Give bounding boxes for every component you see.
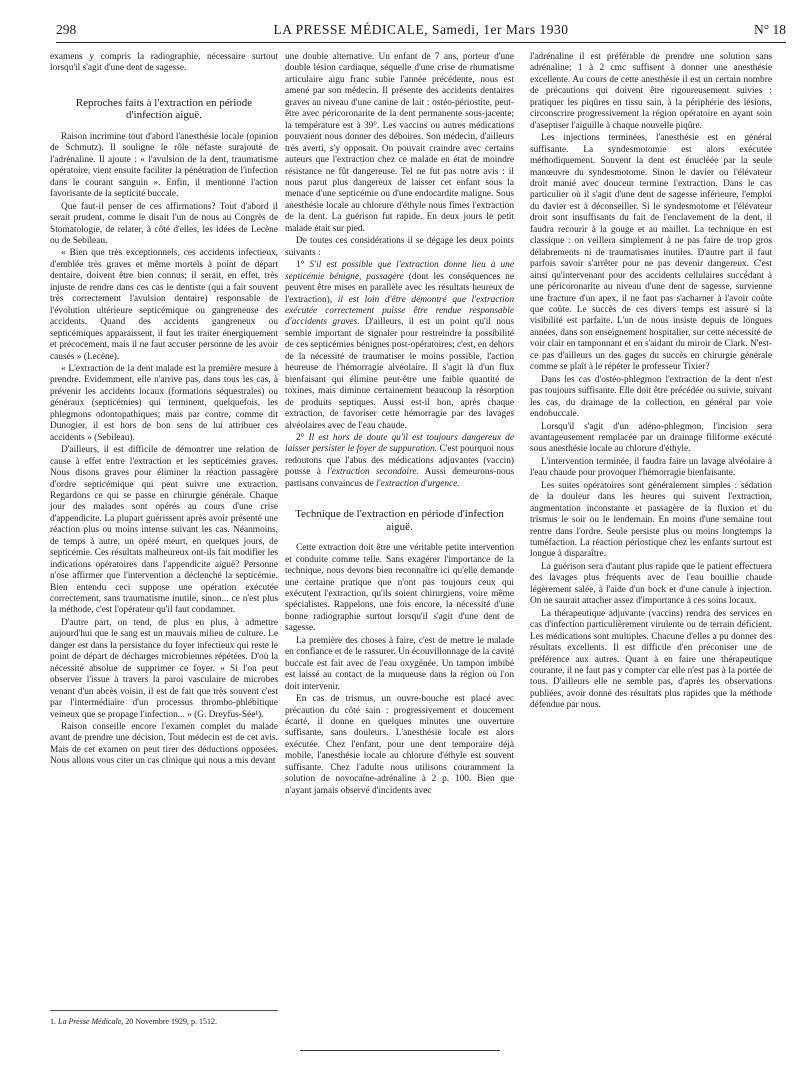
paragraph: D'ailleurs, il est difficile de démontrer une relation de cause à effet entre l'extraction et les septicémies graves. Nous disons graves pour éliminer la réaction passagère d'ordre septicémique qui peut suivre une extraction. Regardons ce qui se passe en chirurgie générale. Chaque jour des malades sont opérés au cours d'une crise d'appendicite. La plupart guérissent après avoir présenté une réaction plus ou moins intense suivant les cas. Néanmoins, de temps à autre, un opéré meurt, en quelques jours, de septicémie. Ces résultats malheureux ont-ils fait modifier les indications opératoires dans l'appendicite aiguë? Personne n'ose affirmer que l'intervention a déclenché la septicémie. Bien entendu ceci suppose une opération exécutée correctement, sans traumatisme inutile, sinon... ce n'est plus la méthode, c'est l'opérateur qu'il faut condamner. [50, 445, 278, 616]
issue-number: N° 18 [753, 22, 786, 37]
paragraph: une double alternative. Un enfant de 7 ans, porteur d'une double lésion cardiaque, séquelle d'une crise de rhumatisme articulaire aigu franc subie l'année précédente, nous est amené par son médecin. Il présente des accidents dentaires graves au niveau d'une canine de lait : ostéo-périostite, peut-être avec péricoronarite de la dent permanente sous-jacente; la température est à 39°. Les vaccins ou autres médications pouvaient nous donner des déboires. Son médecin, d'ailleurs très averti, s'y opposait. On pouvait craindre avec certains auteurs que l'extraction chez ce malade en état de moindre résistance ne fût dangereuse. Tel ne fut pas notre avis : il nous parut plus dangereux de laisser cet enfant sous la menace d'une septicémie ou d'une endocardite maligne. Sous anesthésie locale au chlorure d'éthyle nous fîmes l'extraction de la dent. La guérison fut rapide. En deux jours le petit malade était sur pied. [285, 52, 514, 234]
paragraph: Cette extraction doit être une véritable petite intervention et conduite comme telle. Sans exagérer l'importance de la technique, nous devons bien reconnaître ici qu'elle demande une certaine pratique que n'ont pas toujours ceux qui exécutent l'extraction, qu'ils soient chirurgiens, voire même spécialistes. Rappelons, une fois encore, la nécessité d'une bonne radiographie surtout lorsqu'il s'agit d'une dent de sagesse. [285, 543, 514, 634]
paragraph: « L'extraction de la dent malade est la première mesure à prendre. Evidemment, elle n'arrive pas, dans tous les cas, à prévenir les accidents locaux (formations séquestrales) ou généraux (septicémies) qui terminent, quelquefois, les phlegmons odontopathiques; mais par contre, comme dit Dunogier, il est hors de bon sens de lui attribuer ces accidents » (Sebileau). [50, 363, 278, 443]
paragraph: Raison incrimine tout d'abord l'anesthésie locale (opinion de Schmutz). Il souligne le rôle néfaste surajouté de l'adrénaline. Il ajoute : « l'avulsion de la dent, traumatisme opératoire, vient ensuite faciliter la pénétration de l'infection dans le courant sanguin ». Enfin, il mentionne l'action favorisante de la septicité buccale. [50, 131, 278, 200]
page-number: 298 [56, 22, 77, 37]
paragraph [285, 433, 514, 490]
journal-title: LA PRESSE MÉDICALE, Samedi, 1er Mars 1930 [273, 22, 569, 37]
point-number: 2° [296, 432, 309, 443]
emphasis: Il est hors de doute qu'il est toujours dangereux de laisser persister le foyer de suppuration. [285, 432, 514, 455]
paragraph: La première des choses à faire, c'est de mettre le malade en confiance et de le rassurer. Un écouvillonnage de la cavité buccale est fait avec de l'eau oxygénée. Un tampon imbibé est laissé au contact de la muqueuse dans la région où l'on doit intervenir. [285, 635, 514, 692]
emphasis: l'extraction d'urgence. [376, 478, 460, 489]
text-run: Aussi demeurons-nous partisans convaincus de [285, 467, 514, 489]
paragraph: Lorsqu'il s'agit d'un adéno-phlegmon, l'incision sera avantageusement remplacée par un drainage filiforme exécuté sous anesthésie locale au chlorure d'éthyle. [530, 421, 772, 455]
paragraph [285, 260, 514, 432]
text-run: (dont les conséquences ne peuvent être mises en parallèle avec les résultats heureux de l'extraction), [285, 271, 514, 305]
point-number: 1° [296, 260, 310, 271]
paragraph: Dans les cas d'ostéo-phlegmon l'extraction de la dent n'est pas toujours suffisante. Elle doit être précédée ou suivie, suivant les cas, du drainage de la collection, en général par voie endobuccale. [530, 374, 772, 420]
paragraph: Les injections terminées, l'anesthésie est en général suffisante. La syndesmotomie est alors exécutée méthodiquement. Souvent la dent est énucléée par la seule manœuvre du syndesmotome. Sinon le davier ou l'élévateur droit manié avec douceur termine l'extraction. Dans le cas particulier où il s'agit d'une dent de sagesse inférieure, l'emploi du davier est à déconseiller. Si le syndesmotome et l'élévateur droit sont insuffisants du fait de l'enclavement de la dent, il faudra recourir à la gouge et au maillet. La technique en est classique : on veillera simplement à ne pas faire de trop gros délabrements ni de traumatismes inutiles. D'autre part il faut parfois savoir s'arrêter pour ne pas devenir dangereux. C'est ainsi qu'intervenant pour des accidents cellulaires succédant à une péricoronarite au niveau d'une dent de sagesse, survienne une fracture d'un apex, il ne faut pas s'acharner à l'avoir coûte que coûte. Le succès de ces divers temps est assuré si la visibilité est parfaite. L'un de nous insiste depuis de longues années, dans son enseignement hospitalier, sur cette nécessité de voir clair en tamponnant et en s'aidant du miroir de Clark. N'est-ce pas d'ailleurs un des gages du succès en chirurgie générale comme se plaît à le répéter le professeur Tixier? [530, 133, 772, 373]
paragraph: Les suites opératoires sont généralement simples : sédation de la douleur dans les heures qui suivent l'extraction, augmentation inconstante et passagère de la fluxion et du trismus le soir ou le lendemain. En moins d'une semaine tout rentre dans l'ordre. Seule persiste plus ou moins longtemps la tuméfaction. La réaction périostique chez les enfants surtout est longue à disparaître. [530, 480, 772, 560]
footnote [50, 1010, 278, 1027]
column-2 [285, 52, 514, 798]
section-heading-technique: Technique de l'extraction en période d'infection aiguë. [295, 508, 504, 533]
footnote-text: , 20 Novembre 1929, p. 1512. [121, 1017, 218, 1026]
paragraph: Que faut-il penser de ces affirmations? Tout d'abord il serait prudent, comme le disait l'un de nous au Congrès de Stomatologie, de relater, à côté d'elles, les idées de Lecène ou de Sebileau. [50, 201, 278, 246]
column-3 [530, 52, 772, 713]
paragraph: Raison conseille encore l'examen complet du malade avant de prendre une décision. Tout médecin est de cet avis. Mais de cet examen on peut tirer des déductions opposées. Nous allons vous citer un cas clinique qui nous a mis devant [50, 722, 278, 767]
emphasis: l'extraction secondaire. [327, 467, 419, 478]
section-heading-reproches: Reproches faits à l'extraction en période d'infection aiguë. [75, 96, 253, 122]
end-rule [300, 1050, 500, 1051]
emphasis: S'il est possible que l'extraction donne lieu à une septicémie bénigne, passagère [285, 260, 514, 282]
page-header [56, 22, 786, 44]
paragraph: La thérapeutique adjuvante (vaccins) rendra des services en cas d'infection particulièrement virulente ou de terrain déficient. Les médications sont multiples. Chacune d'elles a pu donner des résultats excellents. Il est difficile d'en préconiser une de préférence aux autres. Quant à en faire une thérapeutique courante, il ne faut pas y compter car elle n'est pas à la portée de tous. D'ailleurs elle ne semble pas, d'après les observations publiées, avoir donné des résultats plus rapides que la méthode défendue par nous. [530, 608, 772, 711]
footnote-number: 1. [50, 1017, 58, 1026]
paragraph: L'intervention terminée, il faudra faire un lavage alvéolaire à l'eau chaude pour provoquer l'hémorragie bienfaisante. [530, 456, 772, 479]
column-1 [50, 52, 278, 769]
paragraph: l'adrénaline il est préférable de prendre une solution sans adrénaline; 1 à 2 cmc suffisent à donner une anesthésie excellente. Au cours de cette anesthésie il est un certain nombre de précautions qui doivent être rigoureusement suivies : pratiquer les piqûres en tissu sain, à la périphérie des lésions, circonscrire progressivement la région opératoire en ayant soin d'aseptiser l'aiguille à chaque nouvelle piqûre. [530, 52, 772, 131]
paragraph: « Bien que très exceptionnels, ces accidents infectieux, d'emblée très graves et même mortels à point de départ dentaire, doivent être bien connus; il serait, en effet, très injuste de rendre dans ces cas le dentiste (qui a fait souvent très correctement l'avulsion dentaire) responsable de l'évolution ultérieure septicémique ou gangreneuse des accidents. Quand des accidents gangreneux ou septicémiques apparaissent, il faut les traiter énergiquement et précocement, mais il ne faut accuser personne de les avoir causés » (Lecène). [50, 248, 278, 362]
text-run: D'ailleurs, il est un point qu'il nous semble important de signaler pour restreindre la possibilité de ces septicémies bénignes post-opératoires; c'est, en dehors de la nécessité de traumatiser le moins possible, l'action heureuse de l'hémorragie alvéolaire. Il s'agit là d'un flux bienfaisant qui élimine peut-être une faible quantité de toxines, mais diminue certainement beaucoup la résorption de produits septiques. Aussi est-il bon, après chaque extraction, de favoriser cette hémorragie par des lavages alvéolaires avec de l'eau chaude. [285, 317, 514, 431]
paragraph: De toutes ces considérations il se dégage les deux points suivants : [285, 236, 514, 258]
footnote-journal: La Presse Médicale [58, 1017, 122, 1026]
emphasis: il est loin d'être démontré que l'extraction exécutée correctement puisse être rendue responsable d'accidents graves. [285, 294, 515, 328]
paragraph: examens y compris la radiographie, nécessaire surtout lorsqu'il s'agit d'une dent de sagesse. [50, 52, 278, 74]
text-run: C'est pourquoi nous redoutons que l'abus des médications adjuvantes (vaccin) pousse à [285, 444, 514, 478]
paragraph: D'autre part, on tend, de plus en plus, à admettre aujourd'hui que le sang est un mauvais milieu de culture. Le danger est dans la persistance du foyer infectieux qui reste le point de départ de décharges microbiennes répétées. D'où la nécessité absolue de supprimer ce foyer. « Si l'on peut observer l'issue à travers la paroi vasculaire de microbes venant d'un abcès voisin, il est de fait que très souvent c'est par l'intermédiaire d'un processus thrombo-phlébitique veineux que se propage l'infection... » (G. Dreyfus-Sée¹). [50, 617, 278, 720]
header-rule [56, 42, 786, 43]
paragraph: En cas de trismus, un ouvre-bouche est placé avec précaution du côté sain : progressivement et doucement écarté, il donne en quelques minutes une ouverture suffisante, sans douleurs. L'anesthésie locale est alors exécutée. Chez l'enfant, pour une dent temporaire déjà mobile, l'anesthésie locale au chlorure d'éthyle est souvent suffisante. Chez l'adulte nous utilisons couramment la solution de novocaïne-adrénaline à 2 p. 100. Bien que n'ayant jamais observé d'incidents avec [285, 694, 514, 796]
paragraph: La guérison sera d'autant plus rapide que le patient effectuera des lavages plus fréquents avec de l'eau bouillie chaude légèrement salée, à l'aide d'un bock et d'une canule à injection. On ne saurait attacher assez d'importance à ces soins locaux. [530, 561, 772, 607]
